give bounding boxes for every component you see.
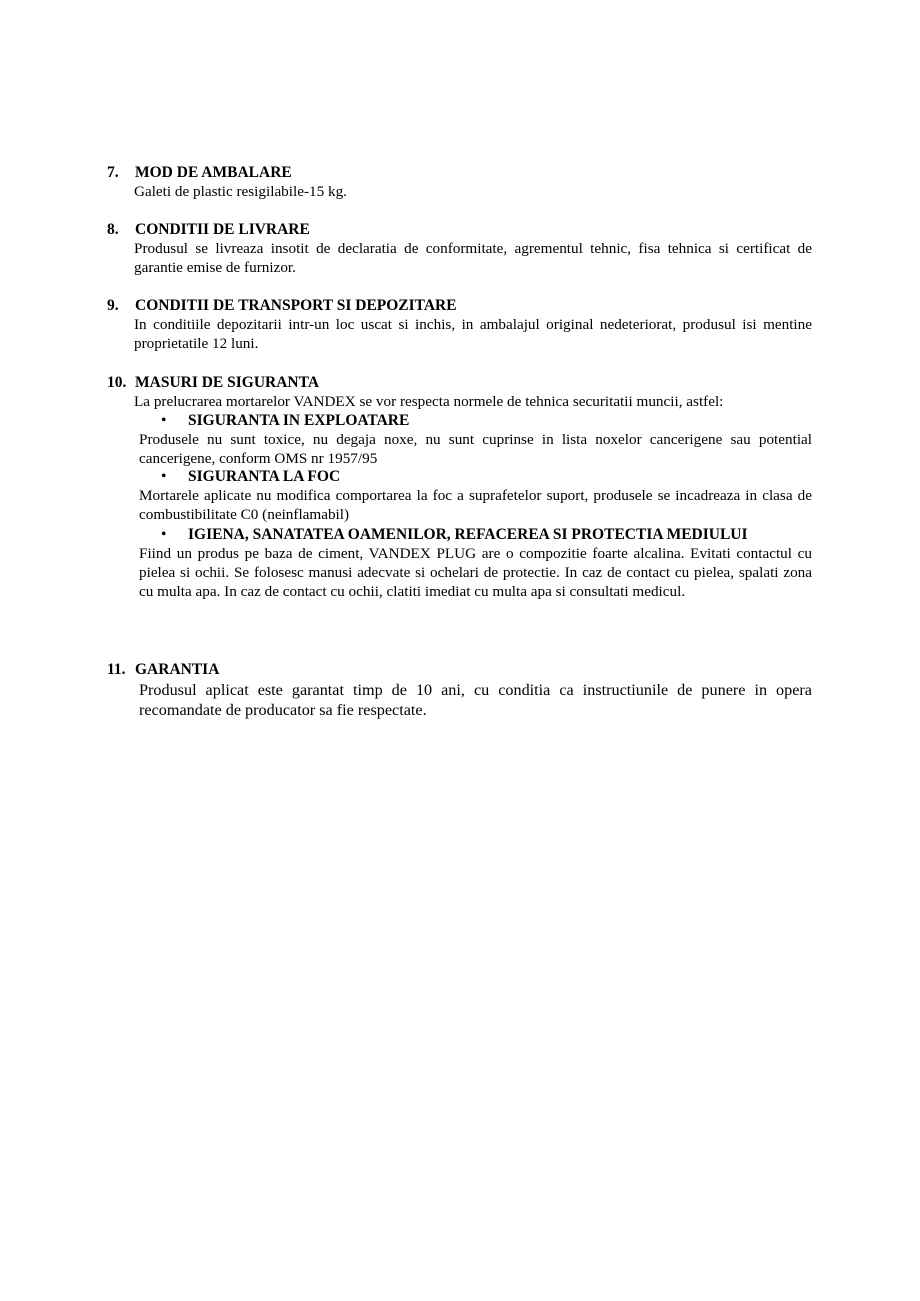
section-heading [107,661,812,679]
section-11 [107,661,812,720]
section-text: Produsul aplicat este garantat timp de 10 ani, cu conditia ca instructiunile de punere in opera recomandate de producator sa fie respectate. [139,681,812,719]
section-7 [107,164,812,201]
bullet-icon: • [161,468,167,485]
section-8 [107,221,812,277]
section-title: MOD DE AMBALARE [135,164,292,181]
bullet-title: SIGURANTA LA FOC [188,468,341,485]
bullet-icon: • [161,526,167,543]
bullet-text: Mortarele aplicate nu modifica comportarea la foc a suprafetelor suport, produsele se incadreaza in clasa de combustibilitate C0 (neinflamabil) [139,487,812,523]
section-heading [107,297,812,315]
section-heading [107,164,812,182]
bullet-text: Fiind un produs pe baza de ciment, VANDEX PLUG are o compozitie foarte alcalina. Evitati contactul cu pielea si ochii. Se folosesc manusi adecvate si ochelari de protectie. In caz de contact cu pielea, spalati zona cu multa apa. In caz de contact cu ochii, clatiti imediat cu multa apa si consultati medicul. [139,545,812,600]
section-title: GARANTIA [135,661,220,678]
section-9 [107,297,812,353]
bullet-title: SIGURANTA IN EXPLOATARE [188,412,410,429]
section-text: Produsul se livreaza insotit de declaratia de conformitate, agrementul tehnic, fisa tehnica si certificat de garantie emise de furnizor. [134,240,812,276]
section-number: 11. [107,661,126,678]
section-number: 9. [107,297,119,314]
section-title: CONDITII DE LIVRARE [135,221,310,238]
section-heading [107,221,812,239]
section-text: In conditiile depozitarii intr-un loc uscat si inchis, in ambalajul original nedeteriorat, produsul isi mentine proprietatile 12 luni. [134,316,812,352]
section-10 [107,374,812,601]
bullet-heading [161,468,812,486]
bullet-icon: • [161,412,167,429]
section-heading [107,374,812,392]
bullet-heading [161,526,812,544]
bullet-text: Produsele nu sunt toxice, nu degaja noxe, nu sunt cuprinse in lista noxelor cancerigene sau potential cancerigene, conform OMS nr 1957/95 [139,431,812,467]
section-text: La prelucrarea mortarelor VANDEX se vor respecta normele de tehnica securitatii muncii, astfel: [134,393,724,410]
section-title: CONDITII DE TRANSPORT SI DEPOZITARE [135,297,457,314]
section-text: Galeti de plastic resigilabile-15 kg. [134,183,347,200]
bullet-title: IGIENA, SANATATEA OAMENILOR, REFACEREA SI PROTECTIA MEDIULUI [188,526,748,543]
section-number: 7. [107,164,119,181]
section-title: MASURI DE SIGURANTA [135,374,320,391]
bullet-heading [161,412,812,430]
section-number: 8. [107,221,119,238]
section-number: 10. [107,374,127,391]
